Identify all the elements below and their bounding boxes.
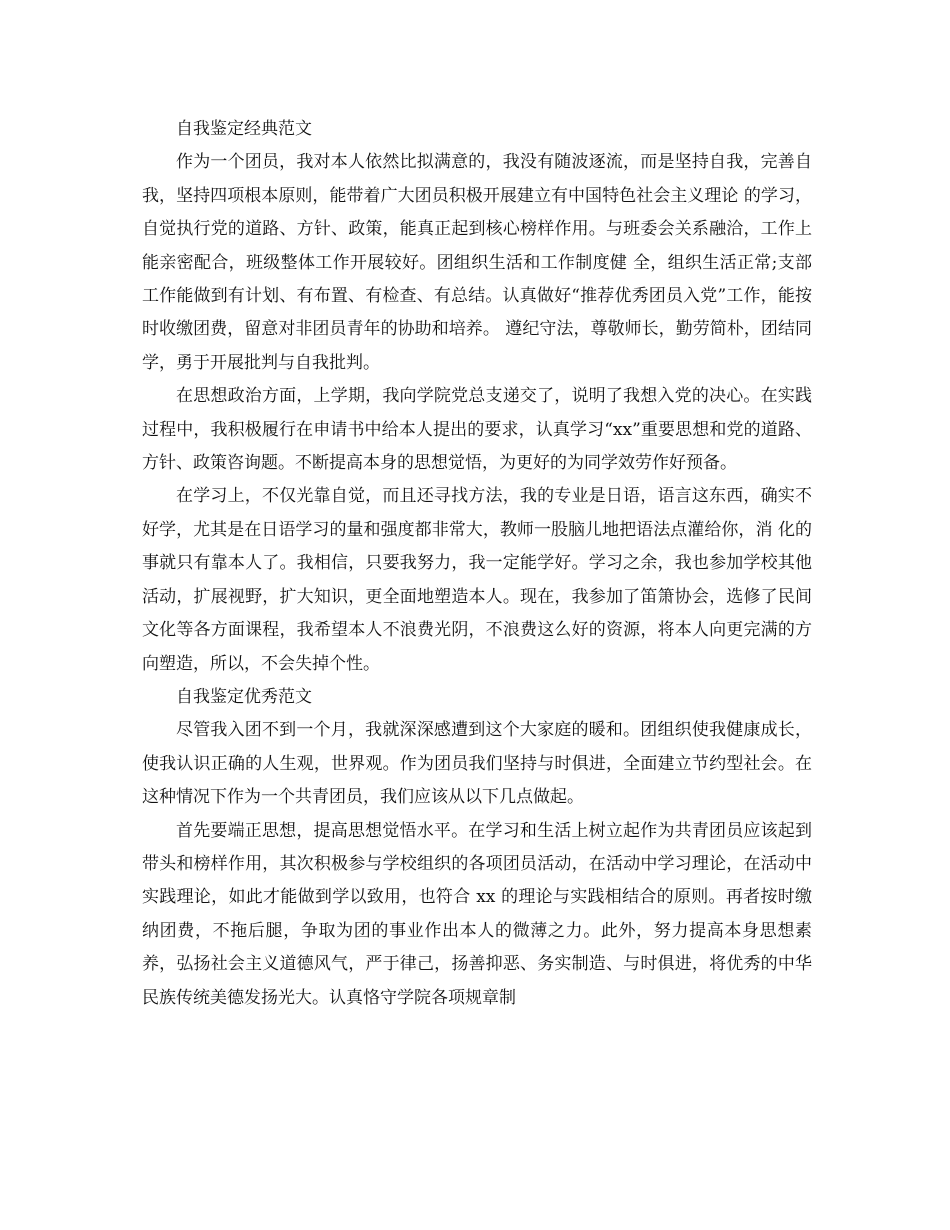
paragraph: 首先要端正思想，提高思想觉悟水平。在学习和生活上树立起作为共青团员应该起到带头和榜样作用，其次积极参与学校组织的各项团员活动，在活动中学习理论，在活动中实践理论，如此才能做到学以致用，也符合 xx 的理论与实践相结合的原则。再者按时缴纳团费，不拖后腿，争取为团的事业作出本人的微薄之力。此外，努力提高本身思想素养，弘扬社会主义道德风气，严于律己，扬善抑恶、务实制造、与时俱进，将优秀的中华民族传统美德发扬光大。认真恪守学院各项规章制: [142, 820, 812, 1008]
paragraph: 在思想政治方面，上学期，我向学院党总支递交了，说明了我想入党的决心。在实践过程中，我积极履行在申请书中给本人提出的要求，认真学习“xx”重要思想和党的道路、方针、政策咨询题。不断提高本身的思想觉悟，为更好的为同学效劳作好预备。: [142, 386, 812, 474]
paragraph: 在学习上，不仅光靠自觉，而且还寻找方法，我的专业是日语，语言这东西，确实不好学，尤其是在日语学习的量和强度都非常大，教师一股脑儿地把语法点灌给你，消 化的事就只有靠本人了。我相信，只要我努力，我一定能学好。学习之余，我也参加学校其他活动，扩展视野，扩大知识，更全面地塑造本人。现在，我参加了笛箫协会，选修了民间文化等各方面课程，我希望本人不浪费光阴，不浪费这么好的资源，将本人向更完满的方向塑造，所以，不会失掉个性。: [142, 486, 812, 674]
section-heading-excellent: 自我鉴定优秀范文: [176, 686, 312, 707]
document-body: [142, 113, 812, 1015]
paragraph: 作为一个团员，我对本人依然比拟满意的，我没有随波逐流，而是坚持自我，完善自我，坚持四项根本原则，能带着广大团员积极开展建立有中国特色社会主义理论 的学习，自觉执行党的道路、方针、政策，能真正起到核心榜样作用。与班委会关系融洽，工作上能亲密配合，班级整体工作开展较好。团组织生活和工作制度健 全，组织生活正常;支部工作能做到有计划、有布置、有检查、有总结。认真做好“推荐优秀团员入党”工作，能按时收缴团费，留意对非团员青年的协助和培养。 遵纪守法，尊敬师长，勤劳简朴，团结同学，勇于开展批判与自我批判。: [142, 152, 812, 373]
section-heading-classic: 自我鉴定经典范文: [176, 119, 312, 139]
paragraph: 尽管我入团不到一个月，我就深深感遭到这个大家庭的暖和。团组织使我健康成长，使我认识正确的人生观，世界观。作为团员我们坚持与时俱进，全面建立节约型社会。在这种情况下作为一个共青团员，我们应该从以下几点做起。: [142, 720, 812, 808]
